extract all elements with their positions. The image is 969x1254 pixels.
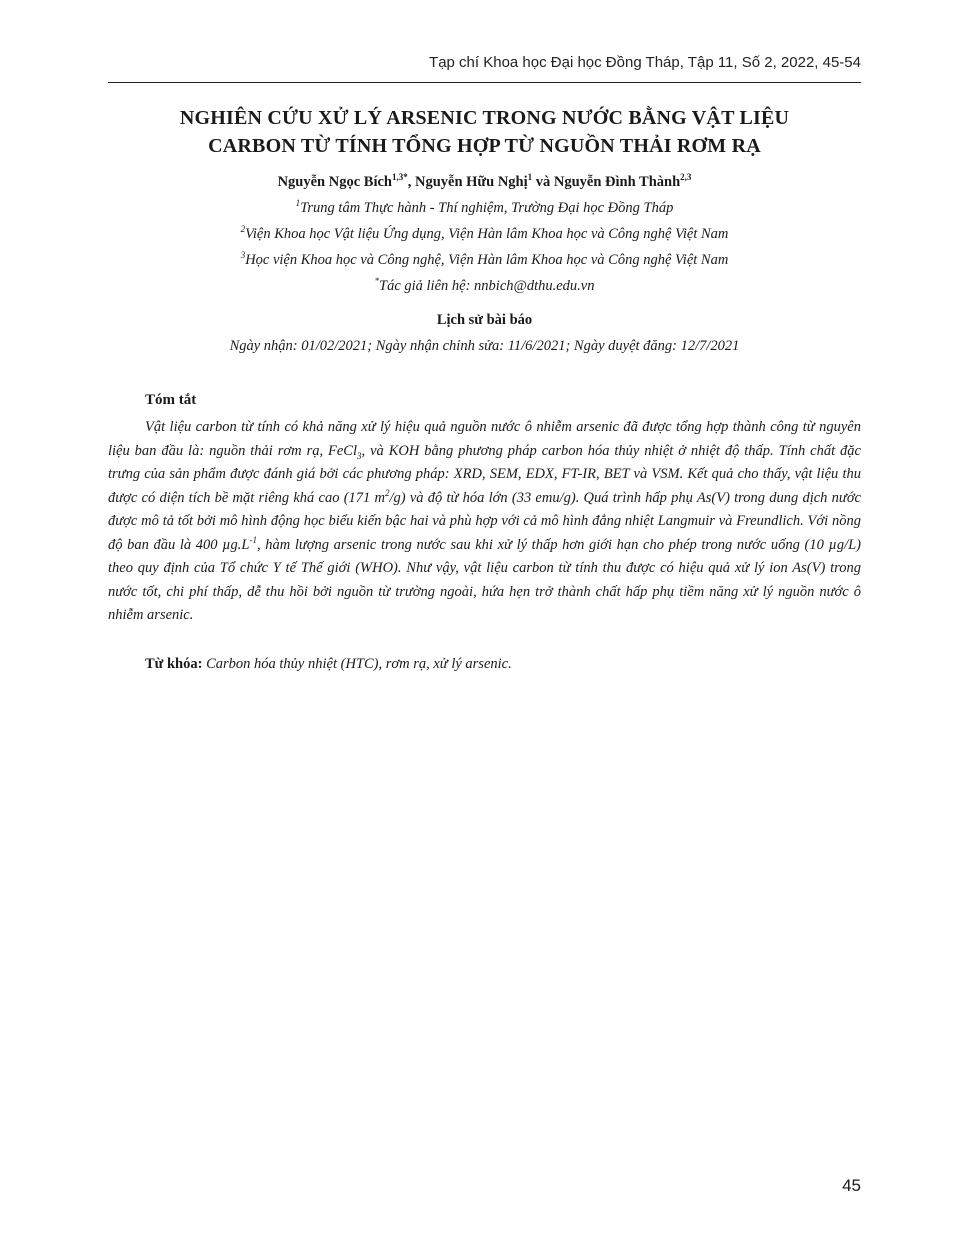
abstract-text: , và KOH bằng phương pháp carbon hóa thủy nhiệt ở nhiệt độ thấp. Tính chất đặc trưng của sản phẩm được đánh giá bởi các phương pháp: XRD, SEM, EDX, FT-IR, BET và VSM. Kết quả cho thấy, vật liệu thu được có diện tích bề mặt riêng khá cao (171 m <box>108 442 861 506</box>
title-line-2: CARBON TỪ TÍNH TỔNG HỢP TỪ NGUỒN THẢI RƠM RẠ <box>208 135 761 157</box>
abstract-text: /g) và độ từ hóa lớn (33 emu/g). Quá trình hấp phụ As(V) trong dung dịch nước được mô tả tốt bởi mô hình động học biểu kiến bậc hai và phù hợp với cả mô hình đẳng nhiệt Langmuir và Freundlich. Với nồng độ ban đầu là 400 µg.L <box>108 489 861 553</box>
author-affiliation-marker: 1 <box>527 172 533 183</box>
affiliation-marker: 1 <box>295 198 301 209</box>
abstract-text: , hàm lượng arsenic trong nước sau khi xử lý thấp hơn giới hạn cho phép trong nước uống (10 µg/L) theo quy định của Tổ chức Y tế Thế giới (WHO). Như vậy, vật liệu carbon từ tính thu được có hiệu quả xử lý ion As(V) trong nước tốt, chi phí thấp, dễ thu hồi bởi nguồn từ trường ngoài, hứa hẹn trở thành chất hấp phụ tiềm năng xử lý nguồn nước ô nhiễm arsenic. <box>108 536 861 623</box>
journal-header: Tạp chí Khoa học Đại học Đồng Tháp, Tập 11, Số 2, 2022, 45-54 <box>429 54 861 71</box>
affiliation-text: Viện Khoa học Vật liệu Ứng dụng, Viện Hàn lâm Khoa học và Công nghệ Việt Nam <box>245 226 729 242</box>
affiliation <box>108 226 861 243</box>
author-list <box>108 174 861 191</box>
abstract-body <box>108 416 861 628</box>
author-name: Nguyễn Đình Thành <box>553 174 681 190</box>
author-affiliation-marker: 1,3* <box>391 172 408 183</box>
abstract-text: Vật liệu carbon từ tính có khả năng xử lý hiệu quả nguồn nước ô nhiễm arsenic đã được tổng hợp thành công từ nguyên liệu ban đầu là: nguồn thải rơm rạ, FeCl <box>108 419 861 459</box>
author-affiliation-marker: 2,3 <box>680 172 692 183</box>
affiliation <box>108 252 861 269</box>
corresponding-email-text: Tác giả liên hệ: nnbich@dthu.edu.vn <box>379 278 595 294</box>
author-separator: , <box>407 174 415 190</box>
corresponding-author <box>108 278 861 295</box>
keywords <box>145 656 512 673</box>
header-rule <box>108 82 861 83</box>
abstract-heading: Tóm tắt <box>145 392 197 408</box>
corresponding-marker: * <box>374 276 379 287</box>
affiliation-marker: 3 <box>240 250 246 261</box>
author-name: Nguyễn Hữu Nghị <box>414 174 528 190</box>
paper-title <box>108 104 861 160</box>
abstract-superscript: 2 <box>385 487 390 498</box>
affiliation-text: Học viện Khoa học và Công nghệ, Viện Hàn lâm Khoa học và Công nghệ Việt Nam <box>245 252 729 268</box>
keywords-text: Carbon hóa thủy nhiệt (HTC), rơm rạ, xử lý arsenic. <box>202 656 512 672</box>
affiliation <box>108 200 861 217</box>
article-history-title: Lịch sử bài báo <box>436 312 533 328</box>
title-line-1: NGHIÊN CỨU XỬ LÝ ARSENIC TRONG NƯỚC BẰNG VẬT LIỆU <box>179 107 790 129</box>
affiliation-marker: 2 <box>240 224 246 235</box>
article-history-dates: Ngày nhận: 01/02/2021; Ngày nhận chỉnh sửa: 11/6/2021; Ngày duyệt đăng: 12/7/2021 <box>229 338 740 354</box>
keywords-label: Từ khóa: <box>145 656 203 672</box>
abstract-superscript: -1 <box>249 534 257 545</box>
author-separator: và <box>532 174 554 190</box>
abstract-subscript: 3 <box>357 450 362 461</box>
page-number: 45 <box>842 1176 861 1195</box>
affiliation-text: Trung tâm Thực hành - Thí nghiệm, Trường Đại học Đồng Tháp <box>300 200 674 216</box>
author-name: Nguyễn Ngọc Bích <box>277 174 392 190</box>
